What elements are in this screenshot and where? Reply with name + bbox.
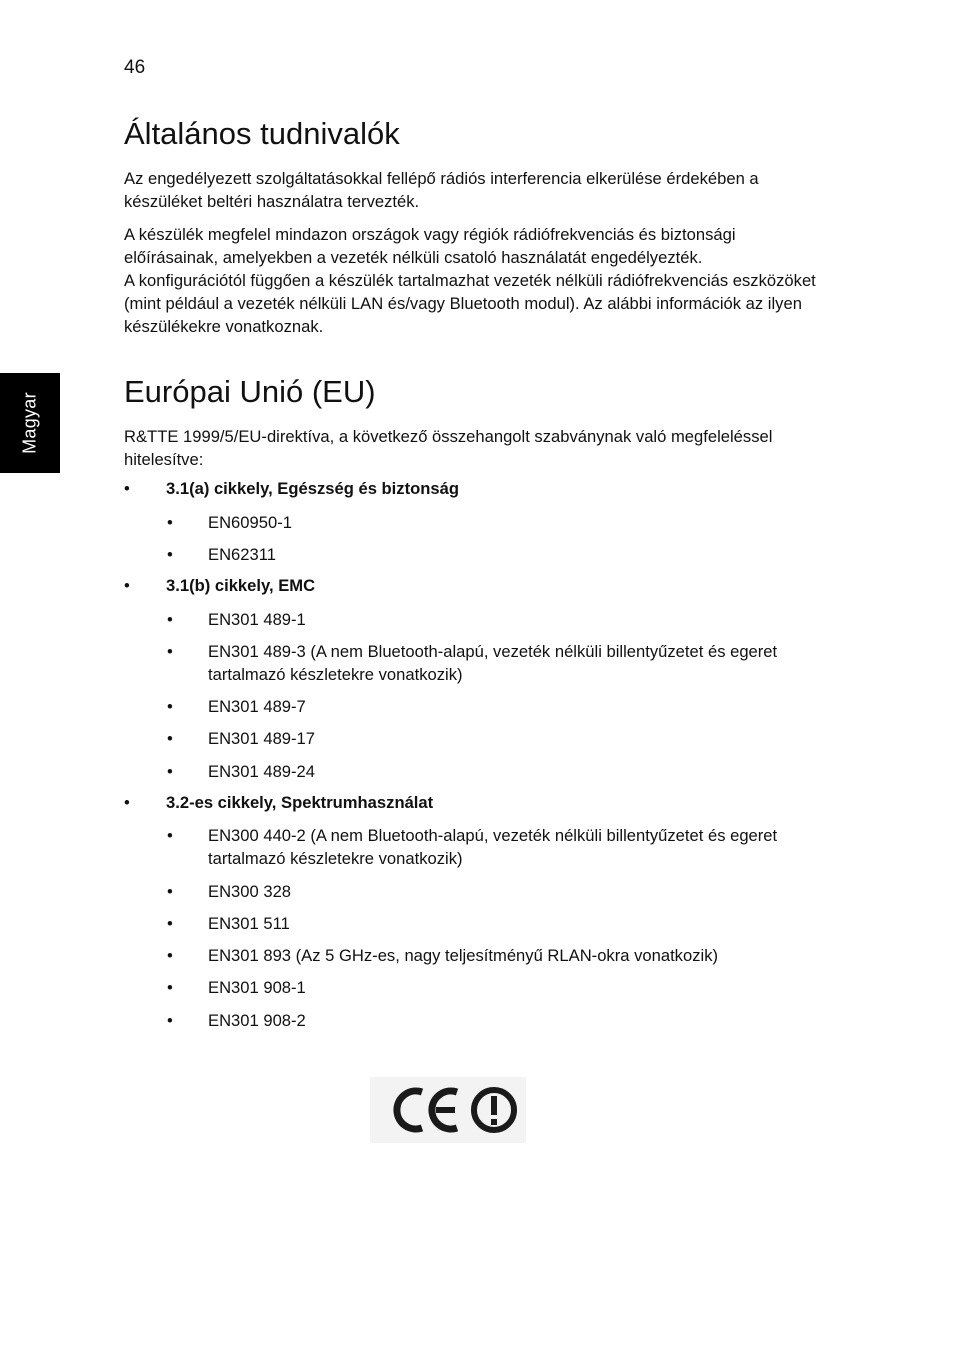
language-tab: [0, 373, 60, 473]
standard-item: EN301 511: [208, 914, 290, 933]
ce-alert-mark-logo: [370, 1077, 526, 1143]
paragraph-rtte: R&TTE 1999/5/EU-direktíva, a következő összehangolt szabványnak való megfeleléssel hitelesítve:: [124, 427, 773, 470]
standard-item: EN301 489-17: [208, 729, 316, 748]
bullet-mark: •: [167, 826, 173, 845]
bullet-mark: •: [167, 1011, 173, 1030]
standard-item: EN300 328: [208, 882, 292, 901]
bullet-mark: •: [167, 762, 173, 781]
bullet-mark: •: [167, 610, 173, 629]
section-heading-eu: Európai Unió (EU): [124, 374, 376, 409]
standard-item: EN62311: [208, 545, 276, 564]
bullet-mark: •: [167, 914, 173, 933]
standard-item: EN301 489-7: [208, 697, 306, 716]
paragraph-configuration: A konfigurációtól függően a készülék tartalmazhat vezeték nélküli rádiófrekvenciás eszközöket (mint például a vezeték nélküli LAN és/vagy Bluetooth modul). Az alábbi információk az ilyen készülékekre vonatkoznak.: [124, 271, 816, 337]
paragraph-compliance: A készülék megfelel mindazon országok vagy régiók rádiófrekvenciás és biztonsági előírásainak, amelyekben a vezeték nélküli csatoló használatát engedélyezték.: [124, 225, 736, 268]
standard-item: EN301 893 (Az 5 GHz-es, nagy teljesítményű RLAN-okra vonatkozik): [208, 946, 719, 965]
bullet-mark: •: [124, 479, 130, 498]
standard-item: EN60950-1: [208, 513, 292, 532]
bullet-mark: •: [167, 513, 173, 532]
bullet-mark: •: [167, 729, 173, 748]
bullet-mark: •: [167, 882, 173, 901]
section-heading-general: Általános tudnivalók: [124, 116, 400, 151]
paragraph-interference: Az engedélyezett szolgáltatásokkal fellépő rádiós interferencia elkerülése érdekében a készüléket beltéri használatra tervezték.: [124, 169, 759, 212]
bullet-mark: •: [167, 642, 173, 661]
standard-item: EN301 489-3 (A nem Bluetooth-alapú, vezeték nélküli billentyűzetet és egeret tartalmazó készletekre vonatkozik): [208, 642, 778, 685]
article-title: 3.1(a) cikkely, Egészség és biztonság: [166, 479, 459, 498]
bullet-mark: •: [167, 946, 173, 965]
standard-item: EN301 489-24: [208, 762, 316, 781]
article-title: 3.2-es cikkely, Spektrumhasználat: [166, 793, 434, 812]
bullet-mark: •: [124, 793, 130, 812]
ce-alert-icon: [370, 1077, 526, 1143]
standard-item: EN301 908-2: [208, 1011, 306, 1030]
bullet-mark: •: [167, 697, 173, 716]
article-title: 3.1(b) cikkely, EMC: [166, 576, 316, 595]
bullet-mark: •: [167, 978, 173, 997]
bullet-mark: •: [167, 545, 173, 564]
page-number: 46: [124, 57, 146, 78]
standard-item: EN301 908-1: [208, 978, 306, 997]
bullet-mark: •: [124, 576, 130, 595]
standard-item: EN301 489-1: [208, 610, 306, 629]
language-tab-label: Magyar: [19, 392, 40, 454]
standard-item: EN300 440-2 (A nem Bluetooth-alapú, vezeték nélküli billentyűzetet és egeret tartalmazó készletekre vonatkozik): [208, 826, 778, 869]
